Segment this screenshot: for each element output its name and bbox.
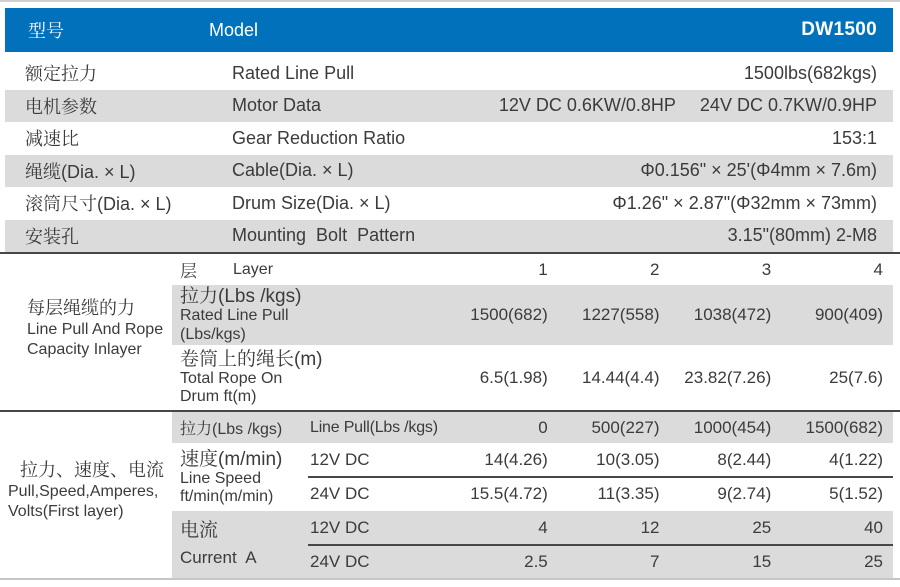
model-value: DW1500 xyxy=(801,19,877,40)
table-header-row xyxy=(5,8,893,52)
line-pull-value: 1000(454) xyxy=(693,417,772,437)
spec-label-en: Rated Line Pull xyxy=(232,62,355,83)
spec-label-zh: 额定拉力 xyxy=(25,64,97,85)
spec-value: 3.15"(80mm) 2-M8 xyxy=(727,225,877,246)
current-label-zh: 电流 xyxy=(180,520,219,541)
header-label-zh: 型号 xyxy=(28,21,64,41)
section-label-zh: 拉力、速度、电流 xyxy=(20,460,164,480)
layer-number: 4 xyxy=(873,259,883,279)
current-label-en: Current A xyxy=(180,548,257,567)
speed-12v-label: 12V DC xyxy=(310,450,370,469)
current-12v-row xyxy=(172,511,893,545)
current-12v-value: 4 xyxy=(538,518,548,537)
speed-24v-value: 15.5(4.72) xyxy=(470,484,548,503)
spec-label-en: Motor Data xyxy=(232,95,322,116)
current-24v-label: 24V DC xyxy=(310,551,370,571)
rated-pull-value: 1500(682) xyxy=(470,305,548,324)
spec-label-en: Mounting Bolt Pattern xyxy=(232,225,416,246)
rated-pull-value: 1038(472) xyxy=(693,305,772,324)
spec-row-rated-line-pull xyxy=(5,57,893,90)
header-label-en: Model xyxy=(209,19,259,40)
rope-length-label-en: Total Rope On xyxy=(180,369,283,387)
spec-label-zh: 滚筒尺寸(Dia. × L) xyxy=(25,194,172,215)
rope-length-label xyxy=(172,345,446,410)
line-pull-label-zh: 拉力(Lbs /kgs) xyxy=(180,421,283,438)
rated-pull-label-en: Rated Line Pull xyxy=(180,307,289,324)
section-label-en: Pull,Speed,Amperes, xyxy=(8,483,159,500)
rated-pull-row xyxy=(172,285,893,345)
spec-row-cable xyxy=(5,155,893,188)
current-12v-value: 40 xyxy=(864,518,883,537)
rated-pull-value: 1227(558) xyxy=(581,305,660,324)
bottom-rule xyxy=(0,578,900,580)
speed-label-zh: 速度(m/min) xyxy=(180,448,283,470)
speed-12v-value: 10(3.05) xyxy=(596,450,660,469)
layer-label-en: Layer xyxy=(233,260,274,278)
section-label-performance xyxy=(8,458,164,522)
rope-length-row xyxy=(172,345,893,410)
spec-label-en: Drum Size(Dia. × L) xyxy=(232,192,391,213)
section-label-en: Volts(First layer) xyxy=(8,503,124,520)
line-pull-value: 500(227) xyxy=(591,417,660,437)
spec-label-zh: 绳缆(Dia. × L) xyxy=(25,161,136,182)
spec-label-zh: 电机参数 xyxy=(25,96,97,117)
spec-row-drum-size xyxy=(5,187,893,220)
speed-24v-label: 24V DC xyxy=(310,484,370,503)
layer-number: 1 xyxy=(538,259,548,279)
section-label-en: Line Pull And Rope xyxy=(27,321,164,338)
speed-24v-value: 5(1.52) xyxy=(829,484,883,503)
current-12v-value: 25 xyxy=(752,518,772,537)
spec-label-en: Gear Reduction Ratio xyxy=(232,127,406,148)
current-12v-value: 12 xyxy=(640,518,660,537)
line-pull-row xyxy=(172,412,893,443)
speed-12v-value: 4(1.22) xyxy=(829,450,883,469)
section-label-zh: 每层绳缆的力 xyxy=(27,298,135,318)
line-pull-value: 1500(682) xyxy=(805,417,883,437)
spec-value: 1500lbs(682kgs) xyxy=(743,62,877,83)
current-24v-row xyxy=(172,545,893,578)
current-24v-value: 15 xyxy=(752,551,772,571)
current-24v-value: 25 xyxy=(864,551,883,571)
rated-pull-label-zh: 拉力(Lbs /kgs) xyxy=(180,286,302,307)
rope-length-label-zh: 卷筒上的绳长(m) xyxy=(180,348,323,370)
speed-label-en: Line Speed xyxy=(180,469,261,487)
spec-row-motor-data xyxy=(5,90,893,123)
speed-24v-value: 9(2.74) xyxy=(717,484,772,503)
speed-group-label xyxy=(180,444,282,510)
rope-length-value: 6.5(1.98) xyxy=(479,367,548,387)
spec-value xyxy=(480,95,893,116)
layer-header-row xyxy=(172,254,893,285)
current-24v-value: 2.5 xyxy=(524,551,548,571)
row-divider xyxy=(308,476,893,478)
current-group-label xyxy=(180,513,257,575)
spec-label-zh: 安装孔 xyxy=(25,226,79,247)
rated-pull-label xyxy=(172,285,446,345)
motor-12v-value: 12V DC 0.6KW/0.8HP xyxy=(498,95,676,116)
rope-length-value: 25(7.6) xyxy=(829,367,883,387)
layer-number: 2 xyxy=(650,259,660,279)
line-pull-value: 0 xyxy=(538,417,548,437)
speed-label-en: ft/min(m/min) xyxy=(180,487,274,505)
line-pull-label-en: Line Pull(Lbs /kgs) xyxy=(310,418,438,436)
spec-row-gear-ratio xyxy=(5,122,893,155)
layer-label xyxy=(172,254,446,285)
rope-length-value: 14.44(4.4) xyxy=(582,367,660,387)
speed-12v-value: 14(4.26) xyxy=(484,450,548,469)
layer-number: 3 xyxy=(761,259,772,279)
current-24v-value: 7 xyxy=(650,551,660,571)
spec-value: Φ0.156" × 25'(Φ4mm × 7.6m) xyxy=(640,160,877,181)
rated-pull-value: 900(409) xyxy=(814,305,883,324)
spec-value: 153:1 xyxy=(831,127,877,148)
rated-pull-label-en: (Lbs/kgs) xyxy=(180,325,246,343)
motor-24v-value: 24V DC 0.7KW/0.9HP xyxy=(699,95,877,116)
row-divider xyxy=(308,544,893,546)
speed-12v-value: 8(2.44) xyxy=(717,450,772,469)
section-label-en: Capacity Inlayer xyxy=(27,341,142,358)
rope-length-value: 23.82(7.26) xyxy=(684,367,772,387)
rope-length-label-en: Drum ft(m) xyxy=(180,388,257,405)
current-12v-label: 12V DC xyxy=(310,518,370,537)
top-rule xyxy=(0,0,900,2)
spec-value: Φ1.26" × 2.87"(Φ32mm × 73mm) xyxy=(612,192,877,213)
spec-label-en: Cable(Dia. × L) xyxy=(232,160,354,181)
spec-label-zh: 减速比 xyxy=(25,129,79,150)
spec-rows xyxy=(5,57,893,252)
speed-24v-value: 11(3.35) xyxy=(597,484,660,503)
spec-row-mounting-bolt xyxy=(5,220,893,253)
layer-label-zh: 层 xyxy=(180,262,197,281)
section-label-capacity xyxy=(27,296,163,360)
